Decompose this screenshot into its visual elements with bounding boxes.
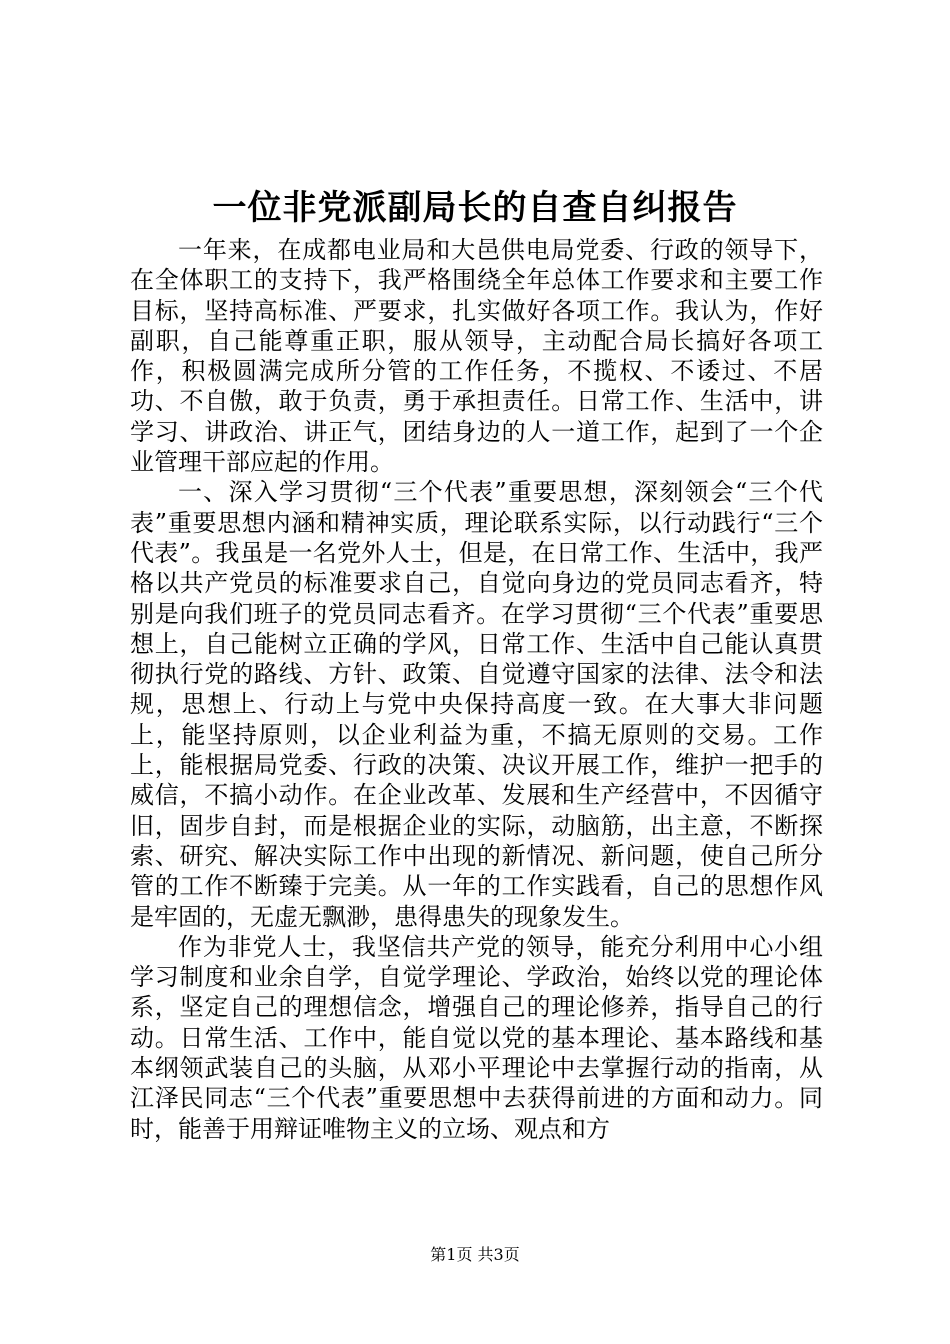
paragraph-section-one: 一、深入学习贯彻“三个代表”重要思想，深刻领会“三个代表”重要思想内涵和精神实质，理论联系实际，以行动践行“三个代表”。我虽是一名党外人士，但是，在日常工作、生活中，我严格以共产党员的标准要求自己，自觉向身边的党员同志看齐，特别是向我们班子的党员同志看齐。在学习贯彻“三个代表”重要思想上，自己能树立正确的学风，日常工作、生活中自己能认真贯彻执行党的路线、方针、政策、自觉遵守国家的法律、法令和法规，思想上、行动上与党中央保持高度一致。在大事大非问题上，能坚持原则，以企业利益为重，不搞无原则的交易。工作上，能根据局党委、行政的决策、决议开展工作，维护一把手的威信，不搞小动作。在企业改革、发展和生产经营中，不因循守旧，固步自封，而是根据企业的实际，动脑筋，出主意，不断探索、研究、解决实际工作中出现的新情况、新问题，使自己所分管的工作不断臻于完美。从一年的工作实践看，自己的思想作风是牢固的，无虚无飘渺，患得患失的现象发生。 — [130, 478, 823, 931]
paragraph-intro: 一年来，在成都电业局和大邑供电局党委、行政的领导下，在全体职工的支持下，我严格围绕全年总体工作要求和主要工作目标，坚持高标准、严要求，扎实做好各项工作。我认为，作好副职，自己能尊重正职，服从领导，主动配合局长搞好各项工作，积极圆满完成所分管的工作任务，不揽权、不诿过、不居功、不自傲，敢于负责，勇于承担责任。日常工作、生活中，讲学习、讲政治、讲正气，团结身边的人一道工作，起到了一个企业管理干部应起的作用。 — [130, 236, 823, 477]
document-body — [130, 235, 823, 1144]
paragraph-non-party: 作为非党人士，我坚信共产党的领导，能充分利用中心小组学习制度和业余自学，自觉学理论、学政治，始终以党的理论体系，坚定自己的理想信念，增强自己的理论修养，指导自己的行动。日常生活、工作中，能自觉以党的基本理论、基本路线和基本纲领武装自己的头脑，从邓小平理论中去掌握行动的指南，从江泽民同志“三个代表”重要思想中去获得前进的方面和动力。同时，能善于用辩证唯物主义的立场、观点和方 — [130, 932, 823, 1143]
page-number-footer: 第1页 共3页 — [430, 1245, 520, 1264]
document-title: 一位非党派副局长的自查自纠报告 — [212, 188, 738, 228]
